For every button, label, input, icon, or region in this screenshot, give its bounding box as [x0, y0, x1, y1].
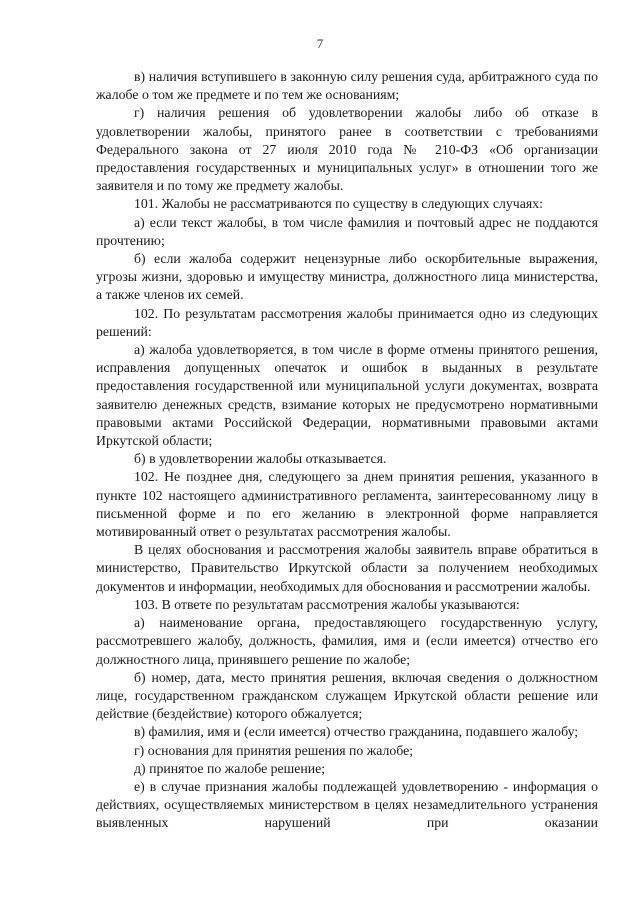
- paragraph-103-b: б) номер, дата, место принятия решения, включая сведения о должностном лице, государственном гражданском служащем Иркутской области решение или действие (бездействие) которого обжалуется;: [96, 669, 598, 722]
- paragraph-g-prior-decision: г) наличия решения об удовлетворении жалобы либо об отказе в удовлетворении жалобы, принятого ранее в соответствии с требованиями Федерального закона от 27 июля 2010 года № 210-ФЗ «Об организации предоставления государственных и муниципальных услуг» в отношении того же заявителя и по тому же предмету жалобы.: [96, 105, 598, 194]
- paragraph-101-b: б) если жалоба содержит нецензурные либо оскорбительные выражения, угрозы жизни, здоровью и имуществу министра, должностного лица министерства, а также членов их семей.: [96, 251, 598, 303]
- paragraph-103-e: е) в случае признания жалобы подлежащей удовлетворению - информация о действиях, осуществляемых министерством в целях незамедлительного устранения выявленных нарушений при оказании: [96, 778, 598, 831]
- paragraph-103-g: г) основания для принятия решения по жалобе;: [134, 742, 414, 758]
- paragraph-103-a: а) наименование органа, предоставляющего государственную услугу, рассмотревшего жалобу, должность, фамилия, имя и (если имеется) отчество его должностного лица, принявшего решение по жалобе;: [96, 615, 598, 667]
- paragraph-103-v: в) фамилия, имя и (если имеется) отчество гражданина, подавшего жалобу;: [134, 724, 579, 740]
- document-body: [96, 68, 598, 833]
- paragraph-justification: В целях обоснования и рассмотрения жалобы заявитель вправе обратиться в министерство, Правительство Иркутской области за получением необходимых документов и информации, необходимых для обоснования и рассмотрении жалобы.: [96, 542, 598, 594]
- page-number: 7: [316, 36, 324, 51]
- paragraph-103: 103. В ответе по результатам рассмотрения жалобы указываются:: [134, 596, 520, 612]
- paragraph-102-b: б) в удовлетворении жалобы отказывается.: [134, 451, 387, 467]
- paragraph-102: 102. По результатам рассмотрения жалобы принимается одно из следующих решений:: [96, 305, 598, 339]
- paragraph-v-court-decision: в) наличия вступившего в законную силу решения суда, арбитражного суда по жалобе о том же предмете и по тем же основаниям;: [96, 69, 598, 103]
- paragraph-102-response: 102. Не позднее дня, следующего за днем принятия решения, указанного в пункте 102 настоящего административного регламента, заинтересованному лицу в письменной форме и по его желанию в электронной форме направляется мотивированный ответ о результатах рассмотрения жалобы.: [96, 469, 598, 540]
- paragraph-102-a: а) жалоба удовлетворяется, в том числе в форме отмены принятого решения, исправления допущенных опечаток и ошибок в выданных в результате предоставления государственной или муниципальной услуги документах, возврата заявителю денежных средств, взимание которых не предусмотрено нормативными правовыми актами Российской Федерации, нормативными правовыми актами Иркутской области;: [96, 342, 598, 449]
- paragraph-103-d: д) принятое по жалобе решение;: [134, 760, 326, 776]
- paragraph-101: 101. Жалобы не рассматриваются по существу в следующих случаях:: [134, 196, 543, 212]
- paragraph-101-a: а) если текст жалобы, в том числе фамилия и почтовый адрес не поддаются прочтению;: [96, 214, 598, 248]
